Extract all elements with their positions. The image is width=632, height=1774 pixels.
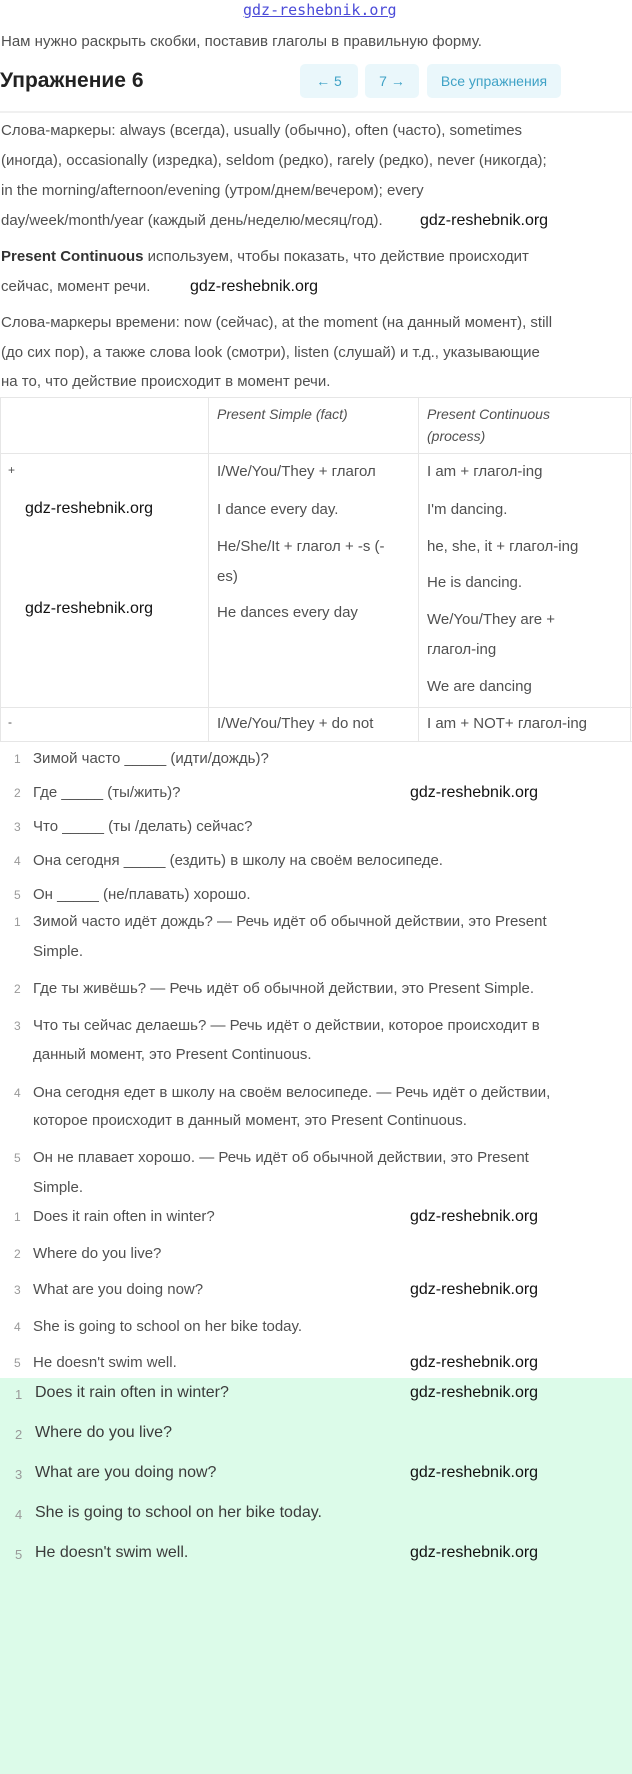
- translation-item: What are you doing now?: [33, 1281, 204, 1298]
- markers-line: (иногда), occasionally (изредка), seldom (редко), rarely (редко), never (никогда);: [1, 152, 547, 169]
- item-number: 2: [14, 1247, 21, 1261]
- page-title: Упражнение 6: [0, 69, 144, 92]
- watermark-text: gdz-reshebnik.org: [190, 278, 319, 295]
- translation-item: Where do you live?: [33, 1245, 162, 1262]
- divider: [0, 111, 632, 113]
- question-item: Зимой часто _____ (идти/дождь)?: [33, 750, 269, 767]
- markers-line: day/week/month/year (каждый день/неделю/месяц/год).: [1, 212, 383, 229]
- cell-plus-simple: I/We/You/They + глагол: [217, 463, 376, 480]
- watermark-text: gdz-reshebnik.org: [410, 784, 539, 801]
- continuous-intro: [1, 248, 529, 266]
- answer-number: 3: [15, 1467, 23, 1482]
- cell-plus-simple: He dances every day: [217, 604, 358, 621]
- explanation-line: Где ты живёшь? — Речь идёт об обычной действии, это Present Simple.: [33, 980, 535, 997]
- answer-number: 2: [15, 1427, 23, 1442]
- item-number: 5: [14, 888, 21, 902]
- explanation-line: данный момент, это Present Continuous.: [33, 1046, 312, 1063]
- explanation-line: Зимой часто идёт дождь? — Речь идёт об обычной действии, это Present: [33, 913, 547, 930]
- header-present-continuous: (process): [427, 428, 486, 444]
- translation-item: Does it rain often in winter?: [33, 1208, 215, 1225]
- prev-exercise-button[interactable]: ← 5: [300, 64, 358, 98]
- question-item: Она сегодня _____ (ездить) в школу на своём велосипеде.: [33, 852, 443, 869]
- cell-plus-simple: es): [217, 568, 238, 585]
- markers-line: in the morning/afternoon/evening (утром/днем/вечером); every: [1, 182, 424, 199]
- watermark-text: gdz-reshebnik.org: [410, 1464, 539, 1481]
- item-number: 5: [14, 1356, 21, 1370]
- explanation-line: Она сегодня едет в школу на своём велосипеде. — Речь идёт о действии,: [33, 1084, 551, 1101]
- item-number: 2: [14, 786, 21, 800]
- cell-plus-continuous: We/You/They are +: [427, 611, 555, 628]
- cell-plus-continuous: I'm dancing.: [427, 501, 508, 518]
- watermark-text: gdz-reshebnik.org: [410, 1384, 539, 1401]
- cont-markers-line: Слова-маркеры времени: now (сейчас), at the moment (на данный момент), still: [1, 314, 553, 331]
- watermark-text: gdz-reshebnik.org: [410, 1544, 539, 1561]
- cell-minus-simple: I/We/You/They + do not: [217, 715, 374, 732]
- cell-plus-continuous: he, she, it + глагол-ing: [427, 538, 579, 555]
- cell-plus-continuous: I am + глагол-ing: [427, 463, 543, 480]
- next-exercise-button[interactable]: 7 →: [365, 64, 419, 98]
- cont-markers-line: на то, что действие происходит в момент речи.: [1, 373, 331, 390]
- intro-text: Нам нужно раскрыть скобки, поставив глаголы в правильную форму.: [1, 33, 482, 50]
- explanation-line: которое происходит в данный момент, это Present Continuous.: [33, 1112, 467, 1129]
- minus-sign: -: [8, 715, 12, 729]
- item-number: 1: [14, 915, 21, 929]
- explanation-line: Что ты сейчас делаешь? — Речь идёт о действии, которое происходит в: [33, 1017, 540, 1034]
- answer-number: 5: [15, 1547, 23, 1562]
- cell-plus-simple: He/She/It + глагол + -s (-: [217, 538, 385, 555]
- site-watermark-link[interactable]: gdz-reshebnik.org: [243, 1, 397, 19]
- watermark-text: gdz-reshebnik.org: [420, 212, 549, 229]
- cell-minus-continuous: I am + NOT+ глагол-ing: [427, 715, 588, 732]
- answer-item: What are you doing now?: [35, 1464, 217, 1481]
- item-number: 4: [14, 1320, 21, 1334]
- continuous-term: Present Continuous: [1, 248, 144, 265]
- item-number: 3: [14, 1019, 21, 1033]
- item-number: 3: [14, 820, 21, 834]
- answer-item: She is going to school on her bike today.: [35, 1504, 322, 1521]
- all-exercises-button[interactable]: Все упражнения: [427, 64, 561, 98]
- answer-item: He doesn't swim well.: [35, 1544, 189, 1561]
- explanation-line: Он не плавает хорошо. — Речь идёт об обычной действии, это Present: [33, 1149, 529, 1166]
- watermark-text: gdz-reshebnik.org: [410, 1281, 539, 1298]
- question-item: Он _____ (не/плавать) хорошо.: [33, 886, 251, 903]
- tense-table: [0, 397, 632, 742]
- header-present-simple: Present Simple (fact): [217, 406, 348, 422]
- continuous-line: сейчас, момент речи.: [1, 278, 151, 295]
- cell-plus-continuous: He is dancing.: [427, 574, 523, 591]
- item-number: 2: [14, 982, 21, 996]
- plus-sign: +: [8, 463, 16, 477]
- cell-plus-continuous: We are dancing: [427, 678, 532, 695]
- answer-item: Does it rain often in winter?: [35, 1384, 229, 1401]
- cont-markers-line: (до сих пор), а также слова look (смотри), listen (слушай) и т.д., указывающие: [1, 344, 540, 361]
- translation-item: She is going to school on her bike today.: [33, 1318, 303, 1335]
- answer-number: 1: [15, 1387, 23, 1402]
- question-item: Что _____ (ты /делать) сейчас?: [33, 818, 253, 835]
- item-number: 5: [14, 1151, 21, 1165]
- answer-item: Where do you live?: [35, 1424, 172, 1441]
- markers-line: Слова-маркеры: always (всегда), usually (обычно), often (часто), sometimes: [1, 122, 523, 139]
- item-number: 3: [14, 1283, 21, 1297]
- cell-plus-continuous: глагол-ing: [427, 641, 497, 658]
- item-number: 4: [14, 854, 21, 868]
- header-present-continuous: Present Continuous: [427, 406, 550, 422]
- item-number: 1: [14, 1210, 21, 1224]
- watermark-text: gdz-reshebnik.org: [25, 600, 154, 617]
- explanation-line: Simple.: [33, 1179, 84, 1196]
- watermark-text: gdz-reshebnik.org: [25, 500, 154, 517]
- cell-plus-simple: I dance every day.: [217, 501, 339, 518]
- translation-item: He doesn't swim well.: [33, 1354, 177, 1371]
- watermark-text: gdz-reshebnik.org: [410, 1354, 539, 1371]
- question-item: Где _____ (ты/жить)?: [33, 784, 181, 801]
- explanation-line: Simple.: [33, 943, 84, 960]
- answer-number: 4: [15, 1507, 23, 1522]
- continuous-desc: используем, чтобы показать, что действие происходит: [143, 248, 529, 265]
- item-number: 4: [14, 1086, 21, 1100]
- item-number: 1: [14, 752, 21, 766]
- watermark-text: gdz-reshebnik.org: [410, 1208, 539, 1225]
